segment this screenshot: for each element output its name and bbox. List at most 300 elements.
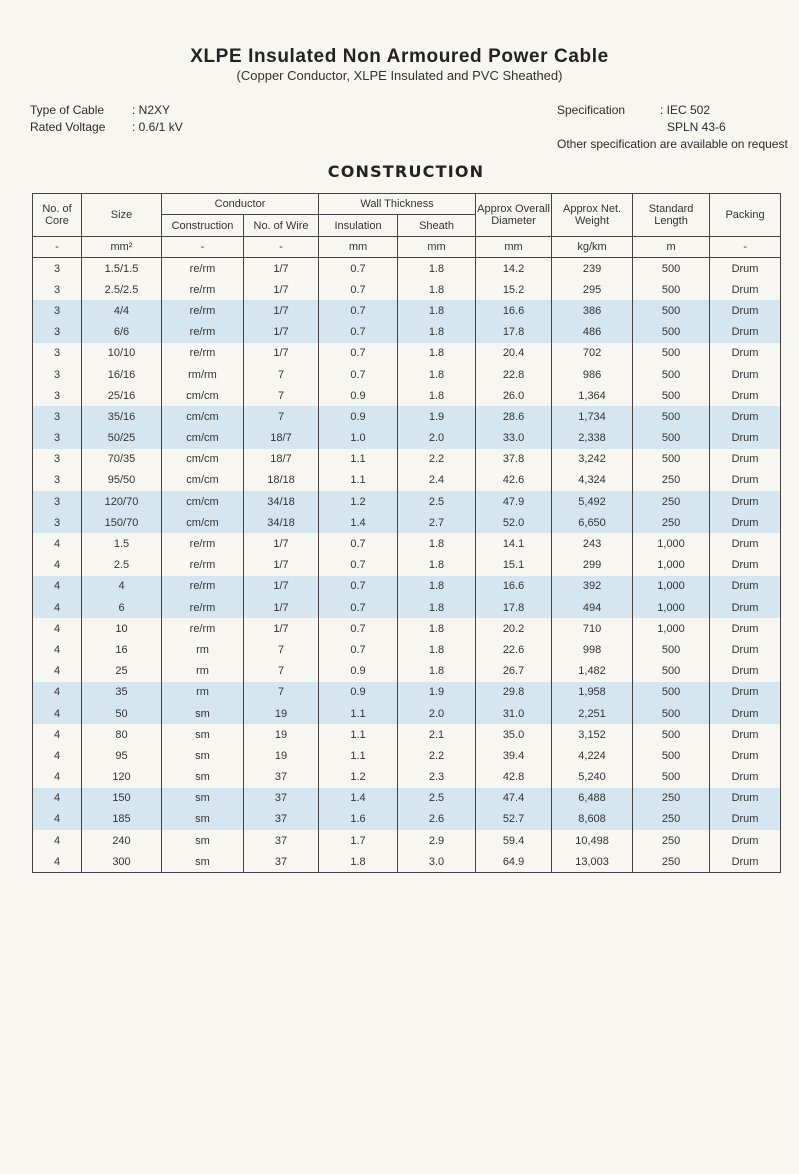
table-cell: 1.8 — [398, 258, 476, 280]
table-cell: 120/70 — [82, 491, 162, 512]
table-cell: Drum — [710, 491, 781, 512]
table-cell: 3 — [33, 406, 82, 427]
table-cell: cm/cm — [162, 428, 244, 449]
table-cell: 6 — [82, 597, 162, 618]
table-cell: 2.9 — [398, 830, 476, 851]
header-weight: Approx Net. Weight — [552, 194, 633, 237]
table-cell: 3 — [33, 343, 82, 364]
table-cell: 1.8 — [319, 851, 398, 873]
table-cell: Drum — [710, 470, 781, 491]
table-cell: 0.9 — [319, 406, 398, 427]
table-cell: Drum — [710, 555, 781, 576]
table-cell: Drum — [710, 703, 781, 724]
table-cell: 4 — [33, 830, 82, 851]
table-row — [33, 830, 781, 851]
table-row — [33, 851, 781, 873]
table-cell: 500 — [633, 661, 710, 682]
table-cell: 1,364 — [552, 385, 633, 406]
table-cell: 22.8 — [476, 364, 552, 385]
table-cell: 10/10 — [82, 343, 162, 364]
table-cell: cm/cm — [162, 512, 244, 533]
table-row — [33, 576, 781, 597]
table-cell: 22.6 — [476, 639, 552, 660]
table-cell: rm/rm — [162, 364, 244, 385]
header-conductor: Conductor — [162, 194, 319, 215]
voltage-value: : 0.6/1 kV — [132, 120, 183, 134]
table-cell: 494 — [552, 597, 633, 618]
table-cell: 2,251 — [552, 703, 633, 724]
table-cell: 702 — [552, 343, 633, 364]
table-cell: sm — [162, 745, 244, 766]
table-cell: 7 — [244, 661, 319, 682]
table-cell: sm — [162, 767, 244, 788]
table-cell: 15.1 — [476, 555, 552, 576]
table-cell: 4 — [33, 555, 82, 576]
table-cell: 4 — [33, 809, 82, 830]
table-cell: 18/7 — [244, 449, 319, 470]
table-cell: 70/35 — [82, 449, 162, 470]
table-row — [33, 682, 781, 703]
table-cell: 3 — [33, 279, 82, 300]
table-cell: 392 — [552, 576, 633, 597]
table-cell: 7 — [244, 682, 319, 703]
table-cell: 6/6 — [82, 322, 162, 343]
table-cell: 500 — [633, 639, 710, 660]
table-cell: 500 — [633, 364, 710, 385]
table-cell: 250 — [633, 788, 710, 809]
table-cell: 500 — [633, 322, 710, 343]
table-cell: Drum — [710, 682, 781, 703]
unit-cell: - — [162, 237, 244, 258]
table-cell: 500 — [633, 258, 710, 280]
table-cell: re/rm — [162, 343, 244, 364]
table-row — [33, 809, 781, 830]
table-cell: 4,324 — [552, 470, 633, 491]
table-row — [33, 300, 781, 321]
table-cell: 3 — [33, 322, 82, 343]
table-cell: 5,492 — [552, 491, 633, 512]
table-cell: 300 — [82, 851, 162, 873]
table-cell: sm — [162, 788, 244, 809]
table-cell: 239 — [552, 258, 633, 280]
table-cell: 0.9 — [319, 682, 398, 703]
table-cell: 3 — [33, 364, 82, 385]
table-row — [33, 470, 781, 491]
table-cell: 7 — [244, 364, 319, 385]
table-cell: 500 — [633, 724, 710, 745]
table-cell: 2.6 — [398, 809, 476, 830]
table-cell: 1.9 — [398, 406, 476, 427]
table-cell: cm/cm — [162, 491, 244, 512]
table-cell: 39.4 — [476, 745, 552, 766]
table-cell: 1.8 — [398, 618, 476, 639]
table-row — [33, 258, 781, 280]
table-cell: 37 — [244, 809, 319, 830]
table-cell: 18/18 — [244, 470, 319, 491]
table-cell: 37 — [244, 851, 319, 873]
table-row — [33, 533, 781, 554]
table-cell: 6,650 — [552, 512, 633, 533]
table-row — [33, 767, 781, 788]
table-cell: 35.0 — [476, 724, 552, 745]
table-cell: 35 — [82, 682, 162, 703]
table-cell: 3 — [33, 449, 82, 470]
table-cell: 0.7 — [319, 279, 398, 300]
unit-cell: - — [244, 237, 319, 258]
table-cell: 42.8 — [476, 767, 552, 788]
table-cell: 250 — [633, 491, 710, 512]
unit-cell: m — [633, 237, 710, 258]
table-cell: 4 — [33, 639, 82, 660]
table-cell: 1.8 — [398, 576, 476, 597]
voltage-row — [30, 119, 183, 136]
table-cell: Drum — [710, 364, 781, 385]
table-cell: 1.2 — [319, 767, 398, 788]
table-cell: 150/70 — [82, 512, 162, 533]
table-cell: 1.1 — [319, 470, 398, 491]
table-cell: 500 — [633, 406, 710, 427]
table-cell: 4/4 — [82, 300, 162, 321]
table-cell: 1.8 — [398, 343, 476, 364]
table-cell: 18/7 — [244, 428, 319, 449]
table-cell: re/rm — [162, 618, 244, 639]
table-cell: 1.8 — [398, 322, 476, 343]
table-cell: 250 — [633, 470, 710, 491]
table-cell: 0.7 — [319, 343, 398, 364]
table-cell: Drum — [710, 449, 781, 470]
table-cell: 1.1 — [319, 449, 398, 470]
table-cell: 250 — [633, 851, 710, 873]
table-row — [33, 364, 781, 385]
table-cell: 26.7 — [476, 661, 552, 682]
table-cell: 3 — [33, 258, 82, 280]
table-cell: 500 — [633, 745, 710, 766]
table-cell: 25 — [82, 661, 162, 682]
table-cell: 243 — [552, 533, 633, 554]
table-cell: Drum — [710, 343, 781, 364]
table-cell: 47.4 — [476, 788, 552, 809]
table-body — [33, 258, 781, 873]
table-cell: 52.7 — [476, 809, 552, 830]
table-cell: 19 — [244, 745, 319, 766]
table-cell: 1.1 — [319, 724, 398, 745]
table-row — [33, 597, 781, 618]
table-cell: 34/18 — [244, 512, 319, 533]
table-cell: 8,608 — [552, 809, 633, 830]
table-cell: 1/7 — [244, 300, 319, 321]
table-cell: 500 — [633, 703, 710, 724]
table-cell: 4 — [33, 618, 82, 639]
table-cell: 3 — [33, 470, 82, 491]
table-cell: cm/cm — [162, 470, 244, 491]
table-cell: 1,000 — [633, 597, 710, 618]
spec-value-1: : IEC 502 — [660, 103, 711, 117]
table-cell: 500 — [633, 343, 710, 364]
table-row — [33, 703, 781, 724]
table-cell: sm — [162, 724, 244, 745]
table-cell: 4 — [33, 661, 82, 682]
table-cell: 20.2 — [476, 618, 552, 639]
table-cell: 0.7 — [319, 322, 398, 343]
table-cell: Drum — [710, 300, 781, 321]
header-size: Size — [82, 194, 162, 237]
table-cell: 1.8 — [398, 533, 476, 554]
table-cell: Drum — [710, 618, 781, 639]
table-cell: 1/7 — [244, 343, 319, 364]
unit-cell: - — [33, 237, 82, 258]
table-cell: 1/7 — [244, 322, 319, 343]
table-row — [33, 745, 781, 766]
table-cell: 50 — [82, 703, 162, 724]
table-cell: Drum — [710, 258, 781, 280]
table-cell: 3.0 — [398, 851, 476, 873]
unit-cell: mm² — [82, 237, 162, 258]
table-cell: 19 — [244, 724, 319, 745]
table-cell: 80 — [82, 724, 162, 745]
table-row — [33, 639, 781, 660]
table-cell: Drum — [710, 745, 781, 766]
table-cell: 2.7 — [398, 512, 476, 533]
table-cell: 2.4 — [398, 470, 476, 491]
table-cell: 250 — [633, 830, 710, 851]
table-cell: 1.8 — [398, 300, 476, 321]
table-cell: 1.8 — [398, 555, 476, 576]
table-row — [33, 406, 781, 427]
table-cell: 42.6 — [476, 470, 552, 491]
spec-label: Specification — [557, 103, 626, 117]
table-cell: 3 — [33, 512, 82, 533]
table-cell: sm — [162, 703, 244, 724]
unit-cell: - — [710, 237, 781, 258]
table-cell: rm — [162, 639, 244, 660]
table-cell: 0.7 — [319, 300, 398, 321]
table-cell: 4,224 — [552, 745, 633, 766]
table-cell: 500 — [633, 682, 710, 703]
type-row — [30, 102, 183, 119]
table-cell: 250 — [633, 512, 710, 533]
table-cell: 0.7 — [319, 533, 398, 554]
table-cell: 1,958 — [552, 682, 633, 703]
table-cell: 25/16 — [82, 385, 162, 406]
table-cell: 15.2 — [476, 279, 552, 300]
table-cell: 7 — [244, 406, 319, 427]
table-cell: 7 — [244, 385, 319, 406]
table-cell: 2.2 — [398, 449, 476, 470]
table-cell: 1.8 — [398, 661, 476, 682]
header-diameter: Approx Overall Diameter — [476, 194, 552, 237]
header-length: Standard Length — [633, 194, 710, 237]
table-cell: Drum — [710, 830, 781, 851]
table-cell: 1/7 — [244, 258, 319, 280]
table-row — [33, 512, 781, 533]
table-row — [33, 724, 781, 745]
table-cell: Drum — [710, 661, 781, 682]
table-row — [33, 385, 781, 406]
table-cell: 1/7 — [244, 576, 319, 597]
table-cell: 185 — [82, 809, 162, 830]
table-cell: Drum — [710, 809, 781, 830]
table-cell: 0.9 — [319, 385, 398, 406]
table-cell: Drum — [710, 788, 781, 809]
table-cell: re/rm — [162, 300, 244, 321]
table-cell: 4 — [33, 533, 82, 554]
table-cell: re/rm — [162, 576, 244, 597]
table-cell: 2.5 — [398, 491, 476, 512]
document-subtitle: (Copper Conductor, XLPE Insulated and PVC Sheathed) — [236, 68, 563, 83]
table-row — [33, 343, 781, 364]
specification-info — [557, 102, 788, 153]
table-cell: 240 — [82, 830, 162, 851]
table-row — [33, 618, 781, 639]
table-cell: 2.1 — [398, 724, 476, 745]
table-cell: 0.7 — [319, 258, 398, 280]
table-cell: 2.5 — [82, 555, 162, 576]
table-cell: Drum — [710, 639, 781, 660]
table-cell: 2.0 — [398, 428, 476, 449]
table-row — [33, 555, 781, 576]
table-cell: 20.4 — [476, 343, 552, 364]
table-row — [33, 661, 781, 682]
table-cell: 19 — [244, 703, 319, 724]
table-cell: 4 — [82, 576, 162, 597]
table-cell: re/rm — [162, 597, 244, 618]
voltage-label: Rated Voltage — [30, 120, 106, 134]
table-cell: 10,498 — [552, 830, 633, 851]
table-cell: Drum — [710, 406, 781, 427]
table-cell: 3,242 — [552, 449, 633, 470]
table-cell: rm — [162, 661, 244, 682]
table-cell: 33.0 — [476, 428, 552, 449]
table-cell: 1.1 — [319, 703, 398, 724]
table-cell: 47.9 — [476, 491, 552, 512]
table-cell: 2.5 — [398, 788, 476, 809]
table-cell: sm — [162, 830, 244, 851]
table-cell: 150 — [82, 788, 162, 809]
table-cell: 1.7 — [319, 830, 398, 851]
table-cell: 16/16 — [82, 364, 162, 385]
table-cell: 4 — [33, 724, 82, 745]
table-cell: Drum — [710, 724, 781, 745]
table-cell: 1.8 — [398, 279, 476, 300]
table-cell: 0.7 — [319, 555, 398, 576]
table-cell: 500 — [633, 385, 710, 406]
table-cell: 13,003 — [552, 851, 633, 873]
table-cell: 34/18 — [244, 491, 319, 512]
table-cell: Drum — [710, 851, 781, 873]
table-cell: 710 — [552, 618, 633, 639]
header-wires: No. of Wire — [244, 215, 319, 237]
unit-cell: kg/km — [552, 237, 633, 258]
table-cell: 52.0 — [476, 512, 552, 533]
table-row — [33, 279, 781, 300]
table-cell: 1,734 — [552, 406, 633, 427]
table-cell: 2.2 — [398, 745, 476, 766]
table-cell: 120 — [82, 767, 162, 788]
table-cell: 37 — [244, 788, 319, 809]
table-cell: 3 — [33, 300, 82, 321]
table-cell: 4 — [33, 851, 82, 873]
table-cell: 17.8 — [476, 322, 552, 343]
table-cell: Drum — [710, 512, 781, 533]
table-cell: 0.9 — [319, 661, 398, 682]
table-cell: 3 — [33, 428, 82, 449]
table-cell: 37 — [244, 767, 319, 788]
table-row — [33, 449, 781, 470]
document-title: XLPE Insulated Non Armoured Power Cable — [190, 46, 609, 67]
table-cell: 2.0 — [398, 703, 476, 724]
table-cell: 1.1 — [319, 745, 398, 766]
table-cell: rm — [162, 682, 244, 703]
table-row — [33, 322, 781, 343]
table-cell: 3 — [33, 491, 82, 512]
table-row — [33, 428, 781, 449]
table-cell: Drum — [710, 576, 781, 597]
table-cell: 64.9 — [476, 851, 552, 873]
spec-value-2: SPLN 43-6 — [667, 120, 726, 134]
table-cell: 4 — [33, 788, 82, 809]
header-insulation: Insulation — [319, 215, 398, 237]
table-cell: 2.3 — [398, 767, 476, 788]
table-cell: 1.5 — [82, 533, 162, 554]
table-cell: 1.8 — [398, 385, 476, 406]
table-cell: 500 — [633, 767, 710, 788]
table-cell: sm — [162, 851, 244, 873]
header-cores: No. of Core — [33, 194, 82, 237]
table-cell: re/rm — [162, 279, 244, 300]
table-cell: 4 — [33, 682, 82, 703]
table-cell: 28.6 — [476, 406, 552, 427]
table-cell: 4 — [33, 576, 82, 597]
table-cell: 0.7 — [319, 364, 398, 385]
table-cell: Drum — [710, 279, 781, 300]
table-cell: 295 — [552, 279, 633, 300]
table-cell: 7 — [244, 639, 319, 660]
table-cell: Drum — [710, 767, 781, 788]
table-cell: Drum — [710, 428, 781, 449]
table-cell: 1.5/1.5 — [82, 258, 162, 280]
construction-table — [32, 193, 781, 873]
table-cell: re/rm — [162, 322, 244, 343]
table-cell: 998 — [552, 639, 633, 660]
table-cell: Drum — [710, 533, 781, 554]
table-cell: 4 — [33, 745, 82, 766]
table-cell: re/rm — [162, 258, 244, 280]
table-cell: 2,338 — [552, 428, 633, 449]
table-cell: 6,488 — [552, 788, 633, 809]
table-cell: 299 — [552, 555, 633, 576]
table-cell: 14.2 — [476, 258, 552, 280]
table-cell: 500 — [633, 279, 710, 300]
table-cell: re/rm — [162, 555, 244, 576]
table-cell: 17.8 — [476, 597, 552, 618]
table-cell: 1.6 — [319, 809, 398, 830]
table-cell: 4 — [33, 703, 82, 724]
table-cell: 1/7 — [244, 279, 319, 300]
table-cell: 50/25 — [82, 428, 162, 449]
table-cell: 4 — [33, 767, 82, 788]
unit-cell: mm — [319, 237, 398, 258]
table-cell: 31.0 — [476, 703, 552, 724]
table-cell: 37 — [244, 830, 319, 851]
header-packing: Packing — [710, 194, 781, 237]
header-construction: Construction — [162, 215, 244, 237]
table-cell: 29.8 — [476, 682, 552, 703]
table-cell: 500 — [633, 449, 710, 470]
table-cell: 1.0 — [319, 428, 398, 449]
table-cell: sm — [162, 809, 244, 830]
cable-info — [30, 102, 183, 136]
table-cell: 500 — [633, 300, 710, 321]
